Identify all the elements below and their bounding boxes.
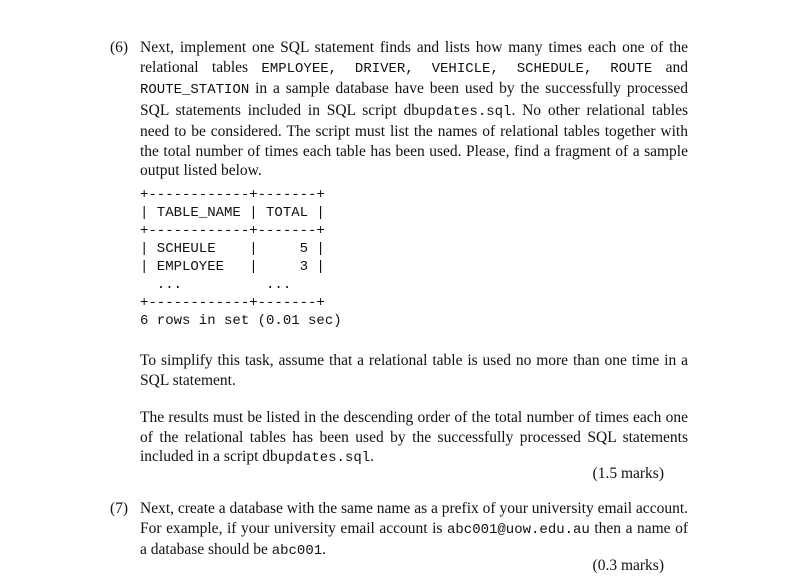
- text-run: Next, create a database with the same name as a prefix of your university email account. For example, if your university email account is: [140, 500, 688, 537]
- inline-code: abc001: [271, 543, 323, 559]
- question-6-paragraph-2: [140, 351, 688, 390]
- text-run: and: [652, 58, 688, 76]
- inline-code: updates.sql: [277, 450, 371, 466]
- text-run: .: [370, 448, 375, 465]
- text-run: then a name of a database should be: [140, 519, 688, 558]
- question-6-paragraph-3: [140, 408, 688, 469]
- inline-code: EMPLOYEE, DRIVER, VEHICLE, SCHEDULE, ROUTE: [261, 60, 653, 77]
- text-run: .: [322, 541, 327, 558]
- inline-code: ROUTE_STATION: [140, 82, 250, 98]
- inline-code: updates.sql: [419, 103, 512, 120]
- text-run: To simplify this task, assume that a relational table is used no more than one time in a SQL statement.: [140, 352, 688, 389]
- question-7-marks: (0.3 marks): [592, 557, 664, 574]
- question-7-paragraph-1: [140, 499, 688, 562]
- sample-output-block: +------------+-------+ | TABLE_NAME | TOTAL | +------------+-------+ | SCHEULE | 5 | | EMPLOYEE | 3 | ... ... +------------+-------+ 6 rows in set (0.01 sec): [140, 187, 342, 329]
- text-run: . No other relational tables need to be considered. The script must list the names of relational tables together with the total number of times each table has been used. Please, find a fragment of a sample output listed below.: [140, 101, 688, 179]
- text-run: in a sample database have been used by the successfully processed SQL statements included in SQL script db: [140, 80, 688, 119]
- question-6-number: (6): [110, 39, 129, 56]
- question-6-paragraph-1: [140, 38, 688, 181]
- text-run: Next, implement one SQL statement finds and lists how many times each one of the relational tables: [140, 39, 688, 76]
- inline-code: abc001@uow.edu.au: [447, 521, 590, 538]
- question-7-number: (7): [110, 500, 129, 517]
- text-run: The results must be listed in the descending order of the total number of times each one of the relational tables has been used by the successfully processed SQL statements included in a script db: [140, 409, 688, 465]
- question-6-marks: (1.5 marks): [592, 465, 664, 482]
